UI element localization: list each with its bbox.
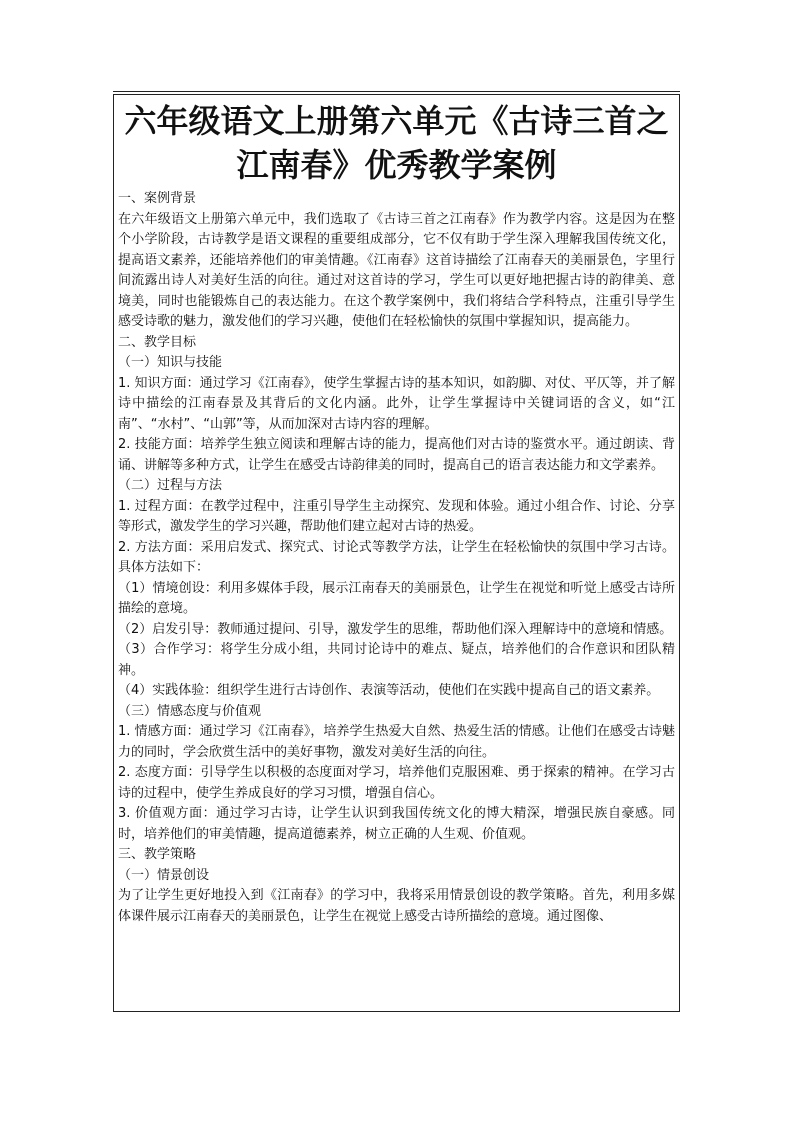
paragraph: 为了让学生更好地投入到《江南春》的学习中，我将采用情景创设的教学策略。首先，利用多媒体课件展示江南春天的美丽景色，让学生在视觉上感受古诗所描绘的意境。通过图像、 <box>118 888 675 924</box>
paragraph: 在六年级语文上册第六单元中，我们选取了《古诗三首之江南春》作为教学内容。这是因为在整个小学阶段，古诗教学是语文课程的重要组成部分，它不仅有助于学生深入理解我国传统文化，提高语文素养，还能培养他们的审美情趣。《江南春》这首诗描绘了江南春天的美丽景色，字里行间流露出诗人对美好生活的向往。通过对这首诗的学习，学生可以更好地把握古诗的韵律美、意境美，同时也能锻炼自己的表达能力。在这个教学案例中，我们将结合学科特点，注重引导学生感受诗歌的魅力，激发他们的学习兴趣，使他们在轻松愉快的氛围中掌握知识，提高能力。 <box>118 211 675 329</box>
paragraph: 3. 价值观方面：通过学习古诗，让学生认识到我国传统文化的博大精深，增强民族自豪感。同时，培养他们的审美情趣，提高道德素养，树立正确的人生观、价值观。 <box>118 806 675 842</box>
paragraph: 1. 情感方面：通过学习《江南春》，培养学生热爱大自然、热爱生活的情感。让他们在感受古诗魅力的同时，学会欣赏生活中的美好事物，激发对美好生活的向往。 <box>118 724 675 760</box>
paragraph: （2）启发引导：教师通过提问、引导，激发学生的思维，帮助他们深入理解诗中的意境和情感。 <box>118 621 673 637</box>
subsection-heading: （一）知识与技能 <box>118 355 223 370</box>
paragraph: 1. 过程方面：在教学过程中，注重引导学生主动探究、发现和体验。通过小组合作、讨论、分享等形式，激发学生的学习兴趣，帮助他们建立起对古诗的热爱。 <box>118 498 675 534</box>
top-rule <box>113 91 680 92</box>
paragraph: 2. 态度方面：引导学生以积极的态度面对学习，培养他们克服困难、勇于探索的精神。在学习古诗的过程中，使学生养成良好的学习习惯，增强自信心。 <box>118 765 675 801</box>
subsection-heading: （三）情感态度与价值观 <box>118 703 262 719</box>
section-heading: 一、案例背景 <box>118 191 197 206</box>
paragraph: （3）合作学习：将学生分成小组，共同讨论诗中的难点、疑点，培养他们的合作意识和团队精神。 <box>118 642 675 678</box>
section-heading: 二、教学目标 <box>118 334 197 350</box>
paragraph: 2. 技能方面：培养学生独立阅读和理解古诗的能力，提高他们对古诗的鉴赏水平。通过朗读、背诵、讲解等多种方式，让学生在感受古诗韵律美的同时，提高自己的语言表达能力和文学素养。 <box>118 437 675 473</box>
section-heading: 三、教学策略 <box>118 847 197 862</box>
paragraph: （4）实践体验：组织学生进行古诗创作、表演等活动，使他们在实践中提高自己的语文素养。 <box>118 683 660 698</box>
document-body <box>114 189 679 927</box>
subsection-heading: （一）情景创设 <box>118 867 210 883</box>
paragraph: 1. 知识方面：通过学习《江南春》，使学生掌握古诗的基本知识，如韵脚、对仗、平仄等，并了解诗中描绘的江南春景及其背后的文化内涵。此外，让学生掌握诗中关键词语的含义，如“江南”、“水村”、“山郭”等，从而加深对古诗内容的理解。 <box>118 375 675 432</box>
document-title: 六年级语文上册第六单元《古诗三首之江南春》优秀教学案例 <box>124 102 669 184</box>
document-frame <box>113 94 680 1012</box>
paragraph: 2. 方法方面：采用启发式、探究式、讨论式等教学方法，让学生在轻松愉快的氛围中学习古诗。具体方法如下： <box>118 539 675 575</box>
paragraph: （1）情境创设：利用多媒体手段，展示江南春天的美丽景色，让学生在视觉和听觉上感受古诗所描绘的意境。 <box>118 580 675 616</box>
subsection-heading: （二）过程与方法 <box>118 478 223 493</box>
